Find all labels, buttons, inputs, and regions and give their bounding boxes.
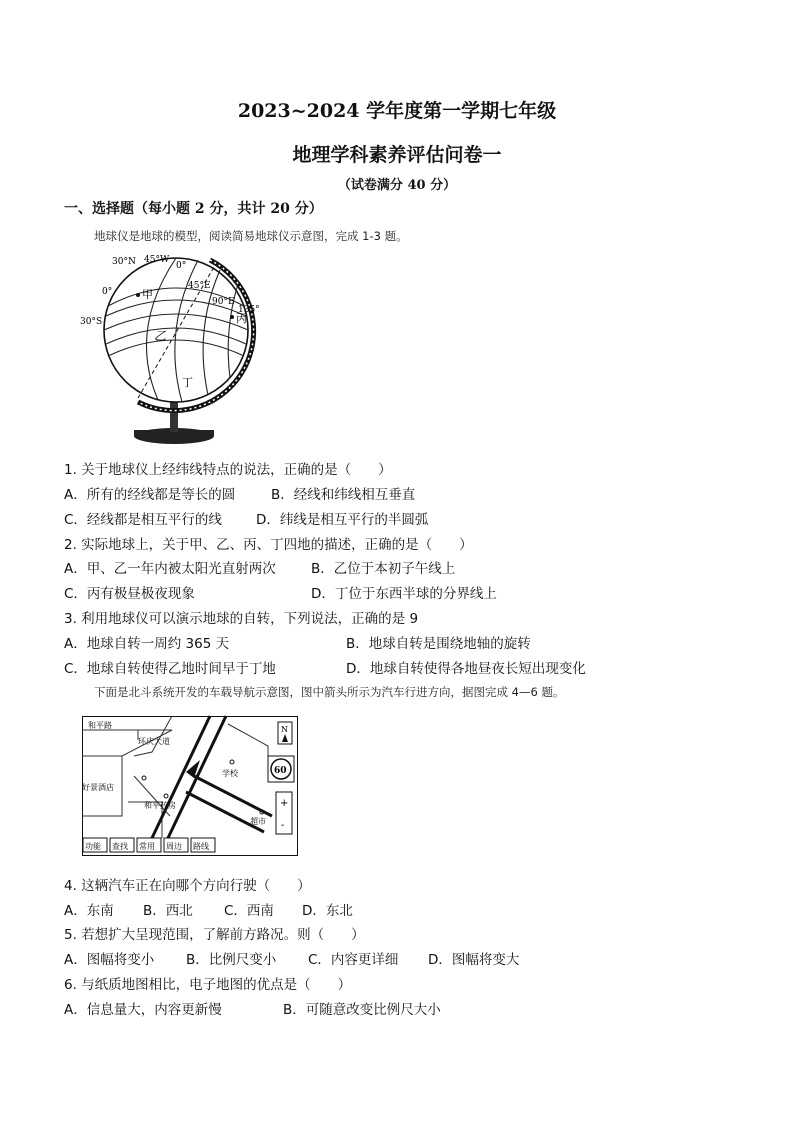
point-jia: 甲 — [142, 288, 153, 301]
toolbar-function-label: 功能 — [85, 842, 101, 851]
q1-option-c: C．经线都是相互平行的线 — [64, 512, 222, 528]
q3-option-c: C．地球自转使得乙地时间早于丁地 — [64, 661, 276, 677]
globe-figure — [80, 250, 268, 450]
q5-option-a: A．图幅将变小 — [64, 952, 155, 968]
intro-globe: 地球仪是地球的模型，阅读简易地球仪示意图，完成 1-3 题。 — [94, 229, 408, 243]
q6-option-a: A．信息量大，内容更新慢 — [64, 1002, 222, 1018]
q4-stem: 4. 这辆汽车正在向哪个方向行驶（ ） — [64, 878, 311, 894]
label-good-view-hotel: 好景酒店 — [82, 783, 114, 792]
section-heading: 一、选择题（每小题 2 分，共计 20 分） — [64, 201, 323, 217]
q3-option-a: A．地球自转一周约 365 天 — [64, 636, 230, 652]
label-30s: 30°S — [80, 317, 103, 327]
label-45e: 45°E — [188, 281, 211, 291]
q6-option-b: B．可随意改变比例尺大小 — [283, 1002, 441, 1018]
exam-title-line1: 2023~2024 学年度第一学期七年级 — [237, 100, 557, 122]
exam-title-line2: 地理学科素养评估问卷一 — [292, 144, 502, 166]
q3-stem: 3. 利用地球仪可以演示地球的自转，下列说法，正确的是 9 — [64, 611, 419, 627]
q1-option-b: B．经线和纬线相互垂直 — [271, 487, 416, 503]
q4-option-d: D．东北 — [302, 903, 353, 919]
label-lat0: 0° — [102, 287, 113, 297]
toolbar-route-label: 路线 — [193, 842, 209, 851]
q5-option-c: C．内容更详细 — [308, 952, 399, 968]
navigation-map — [82, 716, 298, 856]
point-bing: 丙 — [236, 312, 247, 325]
q2-option-c: C．丙有极昼极夜现象 — [64, 586, 195, 602]
q2-stem: 2. 实际地球上，关于甲、乙、丙、丁四地的描述，正确的是（ ） — [64, 537, 473, 553]
globe-stand — [170, 400, 178, 432]
q5-option-d: D．图幅将变大 — [428, 952, 520, 968]
q2-option-b: B．乙位于本初子午线上 — [311, 561, 456, 577]
point-yi: 乙 — [154, 329, 167, 343]
q1-option-a: A．所有的经线都是等长的圆 — [64, 487, 236, 503]
q4-option-c: C．西南 — [224, 903, 274, 919]
q5-stem: 5. 若想扩大呈现范围，了解前方路况。则（ ） — [64, 927, 365, 943]
q2-option-a: A．甲、乙一年内被太阳光直射两次 — [64, 561, 276, 577]
q3-option-b: B．地球自转是围绕地轴的旋转 — [346, 636, 531, 652]
q4-option-a: A．东南 — [64, 903, 114, 919]
label-135e: 135° — [238, 305, 260, 315]
map-toolbar — [83, 838, 215, 852]
toolbar-common-label: 常用 — [139, 842, 155, 851]
score-note: （试卷满分 40 分） — [337, 178, 457, 193]
q6-stem: 6. 与纸质地图相比，电子地图的优点是（ ） — [64, 977, 352, 993]
label-school: 学校 — [222, 769, 238, 778]
label-90e: 90°E — [212, 297, 235, 307]
q1-stem: 1. 关于地球仪上经纬线特点的说法，正确的是（ ） — [64, 462, 392, 478]
label-lon0: 0° — [176, 261, 187, 271]
zoom-in-button[interactable]: + — [280, 798, 289, 809]
label-supermarket: 超市 — [250, 817, 266, 826]
toolbar-nearby-label: 周边 — [166, 842, 182, 851]
label-45w: 45°W — [144, 255, 170, 265]
q5-option-b: B．比例尺变小 — [186, 952, 277, 968]
label-30n: 30°N — [112, 257, 136, 267]
point-ding: 丁 — [182, 376, 193, 389]
q2-option-d: D．丁位于东西半球的分界线上 — [311, 586, 497, 602]
north-indicator: N — [281, 725, 288, 734]
q1-option-d: D．纬线是相互平行的半圆弧 — [256, 512, 429, 528]
label-huanqing-avenue: 环庆大道 — [138, 737, 170, 746]
zoom-out-button[interactable]: - — [281, 820, 285, 831]
speed-limit-sign: 60 — [274, 766, 287, 776]
toolbar-search-label: 查找 — [112, 842, 128, 851]
label-heping-road: 和平路 — [88, 721, 112, 730]
q3-option-d: D．地球自转使得各地昼夜长短出现变化 — [346, 661, 586, 677]
q4-option-b: B．西北 — [143, 903, 193, 919]
intro-navigation: 下面是北斗系统开发的车载导航示意图，图中箭头所示为汽车行进方向，据图完成 4—6 题。 — [94, 685, 565, 699]
label-heping-pharmacy: 和平药房 — [144, 801, 176, 810]
